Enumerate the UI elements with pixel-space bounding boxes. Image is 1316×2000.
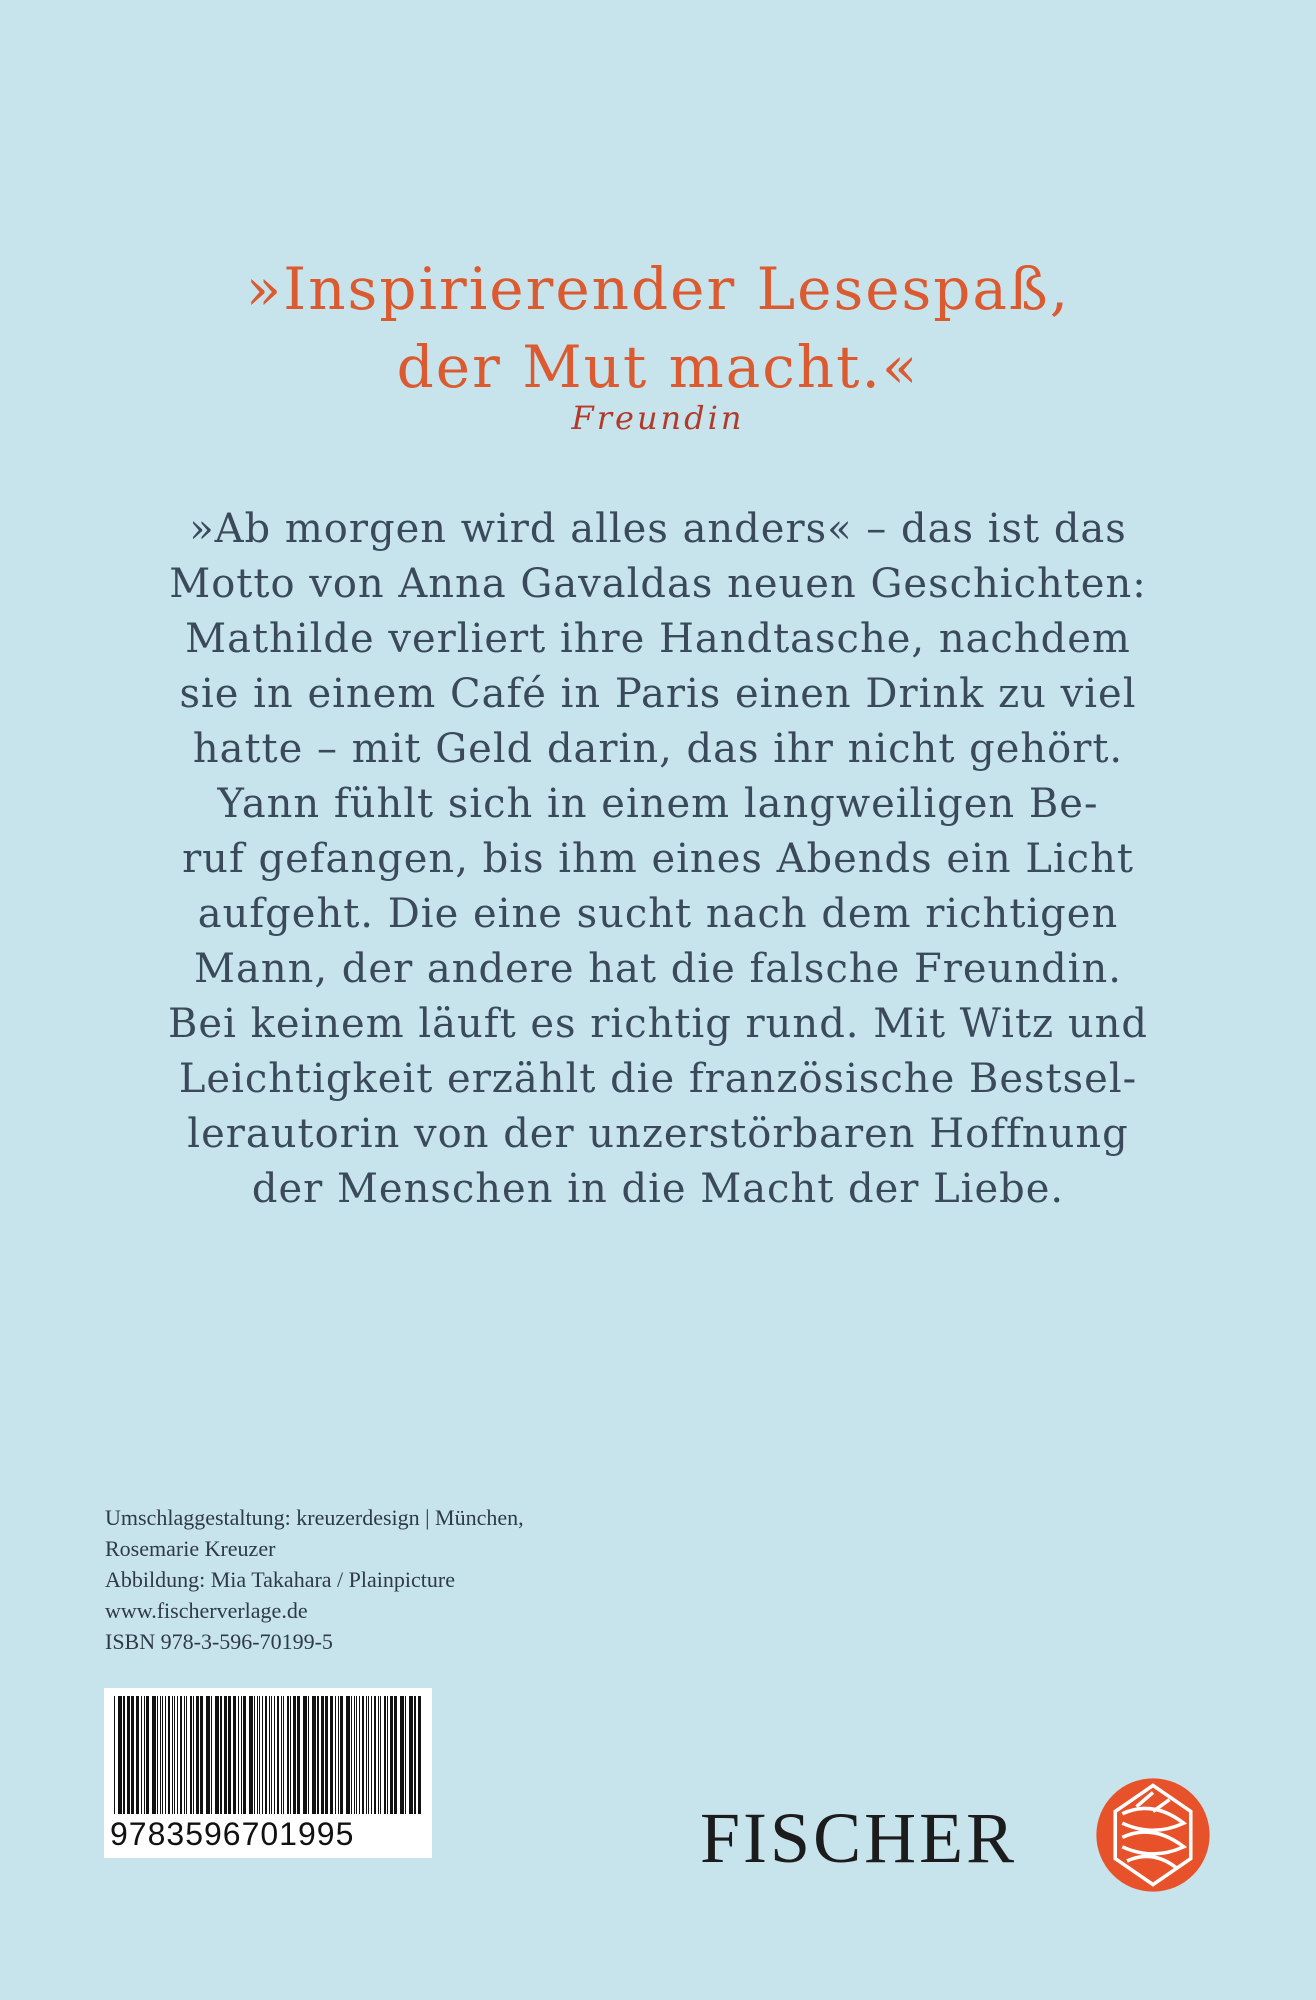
barcode-bar (254, 1696, 255, 1814)
barcode-bar (387, 1696, 388, 1814)
barcode-bar (418, 1696, 421, 1814)
barcode-bar (281, 1696, 282, 1814)
barcode-bar (308, 1696, 309, 1814)
barcode-bar (384, 1696, 386, 1814)
barcode-bar (141, 1696, 142, 1814)
barcode-bar (290, 1696, 291, 1814)
barcode-bar (414, 1696, 416, 1814)
barcode-bar (321, 1696, 324, 1814)
barcode-bar (368, 1696, 369, 1814)
barcode-bar (371, 1696, 372, 1814)
barcode-bar (269, 1696, 270, 1814)
barcode-bar (206, 1696, 210, 1814)
barcode-bar (144, 1696, 145, 1814)
barcode-bar (265, 1696, 267, 1814)
barcode-bar (380, 1696, 381, 1814)
review-quote (0, 250, 1316, 406)
barcode-bar (224, 1696, 227, 1814)
barcode-bar (405, 1696, 406, 1814)
barcode-bar (196, 1696, 199, 1814)
barcode-bar (297, 1696, 300, 1814)
barcode-bar (174, 1696, 175, 1814)
barcode-bar (338, 1696, 339, 1814)
cover-credits (105, 1502, 725, 1657)
barcode-bar (152, 1696, 156, 1814)
publisher-name: FISCHER (700, 1798, 1018, 1878)
barcode-bar (249, 1696, 253, 1814)
barcode-bar (184, 1696, 185, 1814)
barcode-bar (257, 1696, 258, 1814)
barcode-bar (362, 1696, 364, 1814)
barcode-bar (233, 1696, 236, 1814)
blurb-line: Leichtigkeit erzählt die französische Bestsel- (178, 1056, 1138, 1102)
barcode-bar (146, 1696, 149, 1814)
barcode-bar (114, 1696, 115, 1814)
barcode-bar (243, 1696, 246, 1814)
blurb-line: Mathilde verliert ihre Handtasche, nachdem (185, 616, 1131, 662)
barcode-bar (177, 1696, 178, 1814)
barcode-bar (131, 1696, 134, 1814)
barcode-digits: 9783596701995 (110, 1816, 355, 1852)
fischer-fish-logo-icon (1094, 1776, 1212, 1894)
blurb-line: aufgeht. Die eine sucht nach dem richtigen (197, 891, 1119, 937)
isbn: ISBN 978-3-596-70199-5 (105, 1629, 333, 1654)
barcode-bar (241, 1696, 242, 1814)
blurb-line: »Ab morgen wird alles anders« – das ist das (189, 506, 1127, 552)
blurb-line: der Menschen in die Macht der Liebe. (251, 1166, 1065, 1212)
barcode-bar (390, 1696, 393, 1814)
blurb-line: Motto von Anna Gavaldas neuen Geschichten: (169, 561, 1147, 607)
quote-line: der Mut macht.« (396, 333, 920, 401)
barcode-bar (168, 1696, 170, 1814)
barcode-bar (162, 1696, 163, 1814)
book-blurb (0, 502, 1316, 1217)
barcode-bar (165, 1696, 166, 1814)
barcode-bar (277, 1696, 279, 1814)
barcode-bar (274, 1696, 275, 1814)
barcode-bar (287, 1696, 289, 1814)
barcode-bar (378, 1696, 379, 1814)
barcode-bar (228, 1696, 231, 1814)
barcode-bar (351, 1696, 352, 1814)
quote-source: Freundin (571, 399, 745, 437)
cover-designer-name: Rosemarie Kreuzer (105, 1536, 276, 1561)
barcode-bar (356, 1696, 357, 1814)
barcode-bar (190, 1696, 192, 1814)
barcode-bar (346, 1696, 350, 1814)
barcode-bar (330, 1696, 333, 1814)
barcode-bar (359, 1696, 360, 1814)
blurb-line: Mann, der andere hat die falsche Freundin. (194, 946, 1122, 992)
barcode-bar (157, 1696, 158, 1814)
blurb-line: ruf gefangen, bis ihm eines Abends ein Licht (182, 836, 1134, 882)
barcode-bar (238, 1696, 239, 1814)
barcode-bar (293, 1696, 296, 1814)
barcode-bar (400, 1696, 404, 1814)
barcode-bar (354, 1696, 355, 1814)
barcode-bar (118, 1696, 122, 1814)
quote-line: »Inspirierender Lesespaß, (245, 255, 1071, 323)
barcode-bar (317, 1696, 319, 1814)
barcode-bar (394, 1696, 397, 1814)
barcode-bar (220, 1696, 222, 1814)
barcode-bar (123, 1696, 125, 1814)
barcode-bar (283, 1696, 284, 1814)
image-credit: Abbildung: Mia Takahara / Plainpicture (105, 1567, 455, 1592)
barcode-bar (262, 1696, 263, 1814)
barcode-bar (259, 1696, 260, 1814)
barcode-bar (335, 1696, 336, 1814)
barcode-bar (325, 1696, 328, 1814)
barcode-bar (186, 1696, 187, 1814)
blurb-line: lerautorin von der unzerstörbaren Hoffnung (187, 1111, 1129, 1157)
barcode-bar (127, 1696, 130, 1814)
barcode-bar (200, 1696, 203, 1814)
blurb-line: hatte – mit Geld darin, das ihr nicht gehört. (192, 726, 1124, 772)
blurb-line: Yann fühlt sich in einem langweiligen Be- (217, 781, 1099, 827)
barcode-bar (340, 1696, 343, 1814)
barcode-bar (215, 1696, 219, 1814)
barcode (104, 1688, 432, 1858)
barcode-bar (409, 1696, 413, 1814)
barcode-bar (180, 1696, 182, 1814)
barcode-bar (211, 1696, 212, 1814)
barcode-bar (172, 1696, 173, 1814)
barcode-bars (112, 1696, 424, 1814)
barcode-bar (271, 1696, 272, 1814)
barcode-bar (136, 1696, 139, 1814)
publisher-website: www.fischerverlage.de (105, 1598, 308, 1623)
barcode-bar (312, 1696, 316, 1814)
barcode-bar (374, 1696, 376, 1814)
blurb-line: Bei keinem läuft es richtig rund. Mit Witz und (168, 1001, 1148, 1047)
barcode-bar (303, 1696, 307, 1814)
barcode-bar (193, 1696, 194, 1814)
cover-design-credit: Umschlaggestaltung: kreuzerdesign | München, (105, 1505, 524, 1530)
barcode-bar (366, 1696, 367, 1814)
barcode-bar (160, 1696, 161, 1814)
blurb-line: sie in einem Café in Paris einen Drink zu viel (179, 671, 1137, 717)
